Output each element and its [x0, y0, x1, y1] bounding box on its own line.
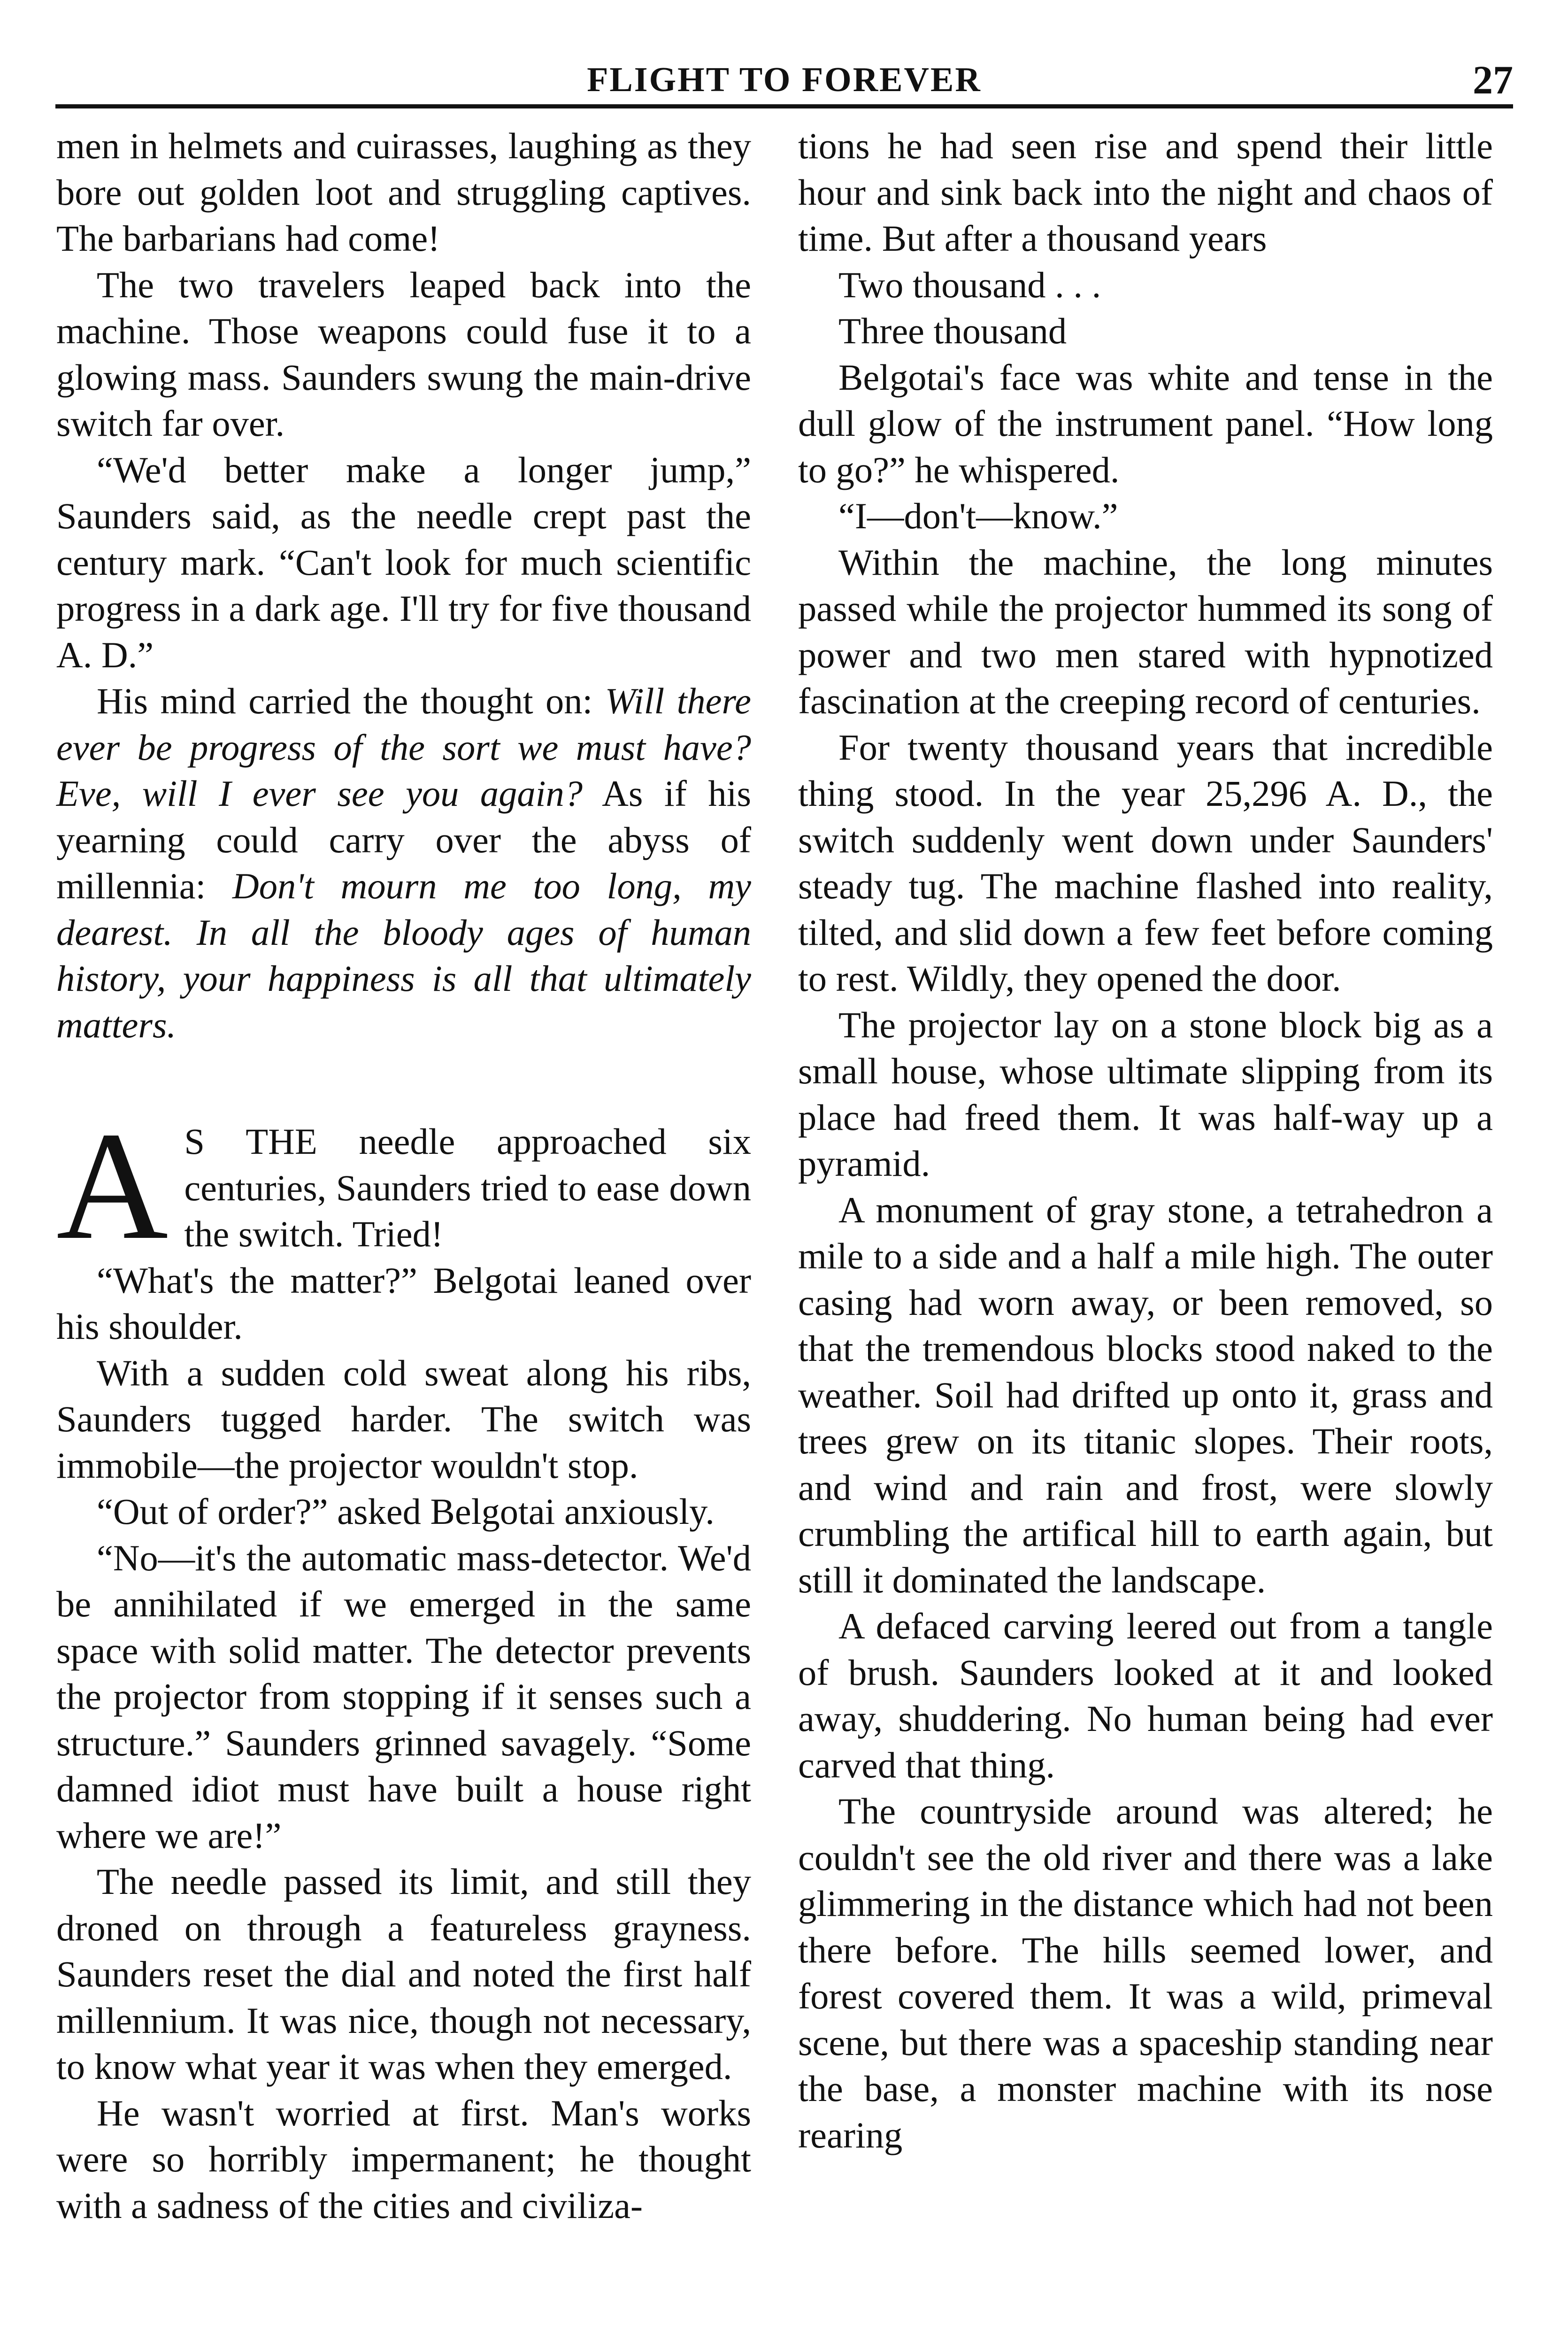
- italic-text: Don't mourn me too long, my dearest. In all the bloody ages of human history, your happiness is all that ultimately matters.: [56, 865, 752, 1045]
- drop-cap: A: [56, 1100, 169, 1272]
- page-header: [55, 56, 1513, 108]
- paragraph: “No—it's the automatic mass-detector. We'd be annihilated if we emerged in the same space with solid matter. The detector prevents the projector from stopping if it senses such a structure.” Saunders grinned savagely. “Some damned idiot must have built a house right where we are!”: [56, 1537, 751, 1856]
- text-run: As if his yearning could carry over the abyss of millennia:: [56, 773, 751, 906]
- paragraph: A defaced carving leered out from a tangle of brush. Saunders looked at it and looked away, shuddering. No human being had ever carved that thing.: [798, 1606, 1493, 1785]
- paragraph: [56, 678, 751, 1048]
- section-opening-paragraph: [56, 1100, 751, 1272]
- paragraph: “Out of order?” asked Belgotai anxiously.: [97, 1491, 715, 1532]
- page-number: 27: [1473, 57, 1513, 102]
- paragraph: Belgotai's face was white and tense in the dull glow of the instrument panel. “How long to go?” he whispered.: [798, 356, 1493, 490]
- text-run: S THE needle approached six centuries, Saunders tried to ease down the switch. Tried!: [184, 1121, 751, 1254]
- left-column: [56, 123, 751, 2229]
- paragraph: A monument of gray stone, a tetrahedron a mile to a side and a half a mile high. The outer casing had worn away, or been removed, so that the tremendous blocks stood naked to the weather. Soil had drifted up onto it, grass and trees grew on its titanic slopes. Their roots, and wind and rain and frost, were slowly crumbling the artifical hill to earth again, but still it dominated the landscape.: [798, 1189, 1493, 1600]
- paragraph: The needle passed its limit, and still they droned on through a featureless grayness. Saunders reset the dial and noted the first half millennium. It was nice, though not necessary, to know what year it was when they emerged.: [56, 1861, 751, 2087]
- running-title: FLIGHT TO FOREVER: [587, 61, 982, 99]
- paragraph: men in helmets and cuirasses, laughing as they bore out golden loot and struggling captives. The barbarians had come!: [56, 125, 751, 259]
- right-column: [798, 123, 1493, 2158]
- paragraph: “We'd better make a longer jump,” Saunders said, as the needle crept past the century mark. “Can't look for much scientific progress in a dark age. I'll try for five thousand A. D.”: [56, 449, 751, 675]
- paragraph: tions he had seen rise and spend their little hour and sink back into the night and chaos of time. But after a thousand years: [798, 125, 1493, 259]
- paragraph: Three thousand: [838, 310, 1067, 351]
- paragraph: With a sudden cold sweat along his ribs, Saunders tugged harder. The switch was immobile—the projector wouldn't stop.: [56, 1352, 751, 1486]
- paragraph: The countryside around was altered; he couldn't see the old river and there was a lake glimmering in the distance which had not been there before. The hills seemed lower, and forest covered them. It was a wild, primeval scene, but there was a spaceship standing near the base, a monster machine with its nose rearing: [798, 1791, 1493, 2155]
- paragraph: For twenty thousand years that incredible thing stood. In the year 25,296 A. D., the switch suddenly went down under Saunders' steady tug. The machine flashed into reality, tilted, and slid down a few feet before coming to rest. Wildly, they opened the door.: [798, 726, 1493, 999]
- paragraph: The two travelers leaped back into the machine. Those weapons could fuse it to a glowing mass. Saunders swung the main-drive switch far over.: [56, 264, 751, 444]
- paragraph: He wasn't worried at first. Man's works were so horribly impermanent; he thought with a sadness of the cities and civiliza-: [56, 2092, 751, 2226]
- paragraph: The projector lay on a stone block big as a small house, whose ultimate slipping from its place had freed them. It was half-way up a pyramid.: [798, 1004, 1493, 1184]
- paragraph: “What's the matter?” Belgotai leaned over his shoulder.: [56, 1259, 751, 1347]
- paragraph: Two thousand . . .: [838, 264, 1101, 305]
- text-run: His mind carried the thought on:: [97, 680, 605, 721]
- paragraph: “I—don't—know.”: [838, 495, 1118, 536]
- header-rule: [55, 104, 1513, 108]
- italic-text: Will there ever be progress of the sort we must have? Eve, will I ever see you again?: [56, 680, 751, 814]
- paragraph: Within the machine, the long minutes passed while the projector hummed its song of power and two men stared with hypnotized fascination at the creeping record of centuries.: [798, 541, 1493, 721]
